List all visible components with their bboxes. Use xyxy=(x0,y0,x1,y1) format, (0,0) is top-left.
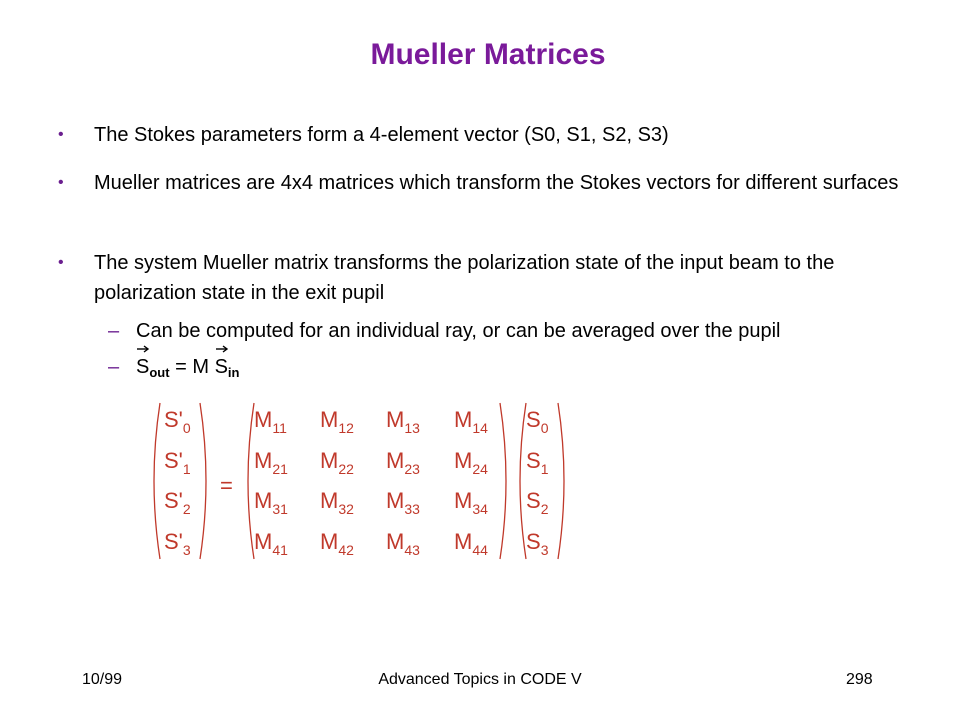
mueller-matrix-equation xyxy=(140,395,580,565)
dash-icon: – xyxy=(108,356,120,378)
mueller-element: $M_{41}$ xyxy=(254,529,288,558)
mueller-element: $M_{33}$ xyxy=(386,488,420,517)
sub-bullet-text: Can be computed for an individual ray, or can be averaged over the pupil xyxy=(136,320,781,342)
equals-sign: = xyxy=(220,473,233,498)
mueller-element: $M_{32}$ xyxy=(320,488,354,517)
footer-date: 10/99 xyxy=(82,671,123,688)
input-stokes-element: $S_1$ xyxy=(526,448,549,477)
right-paren-icon xyxy=(500,403,506,559)
bullet-dot-icon: • xyxy=(58,254,64,271)
input-stokes-element: $S_2$ xyxy=(526,488,549,517)
mueller-element: $M_{24}$ xyxy=(454,448,488,477)
output-stokes-element: $S'_1$ xyxy=(164,448,191,477)
output-stokes-element: $S'_3$ xyxy=(164,529,191,558)
mueller-element: $M_{21}$ xyxy=(254,448,288,477)
mueller-element: $M_{11}$ xyxy=(254,407,287,436)
bullet-dot-icon: • xyxy=(58,126,64,143)
right-paren-icon xyxy=(558,403,564,559)
dash-icon: – xyxy=(108,320,120,342)
s-out-vector: S xyxy=(136,352,149,382)
stokes-equation: $S_{out} = M$ $S_{in}$ xyxy=(136,352,936,388)
mueller-element: $M_{34}$ xyxy=(454,488,488,517)
input-stokes-element: $S_3$ xyxy=(526,529,549,558)
mueller-element: $M_{12}$ xyxy=(320,407,354,436)
mueller-element: $M_{44}$ xyxy=(454,529,488,558)
right-paren-icon xyxy=(200,403,206,559)
mueller-element: $M_{23}$ xyxy=(386,448,420,477)
mueller-element: $M_{43}$ xyxy=(386,529,420,558)
bullet-dot-icon: • xyxy=(58,174,64,191)
s-in-vector: S xyxy=(215,352,228,382)
mueller-element: $M_{13}$ xyxy=(386,407,420,436)
output-stokes-element: $S'_0$ xyxy=(164,407,191,436)
bullet-text: Mueller matrices are 4x4 matrices which transform the Stokes vectors for different surfaces xyxy=(94,172,899,194)
slide-title: Mueller Matrices xyxy=(370,38,606,71)
vector-arrow-icon xyxy=(215,344,229,354)
left-paren-icon xyxy=(154,403,160,559)
mueller-element: $M_{22}$ xyxy=(320,448,354,477)
footer-page-number: 298 xyxy=(846,671,873,688)
mueller-element: $M_{42}$ xyxy=(320,529,354,558)
footer-title: Advanced Topics in CODE V xyxy=(378,671,582,688)
mueller-element: $M_{31}$ xyxy=(254,488,288,517)
bullet-text: The system Mueller matrix transforms the polarization state of the input beam to the polarization state in the exit pupil xyxy=(94,252,835,304)
bullet-text: The Stokes parameters form a 4-element vector (S0, S1, S2, S3) xyxy=(94,124,669,146)
input-stokes-element: $S_0$ xyxy=(526,407,549,436)
mueller-element: $M_{14}$ xyxy=(454,407,488,436)
vector-arrow-icon xyxy=(136,344,150,354)
output-stokes-element: $S'_2$ xyxy=(164,488,191,517)
